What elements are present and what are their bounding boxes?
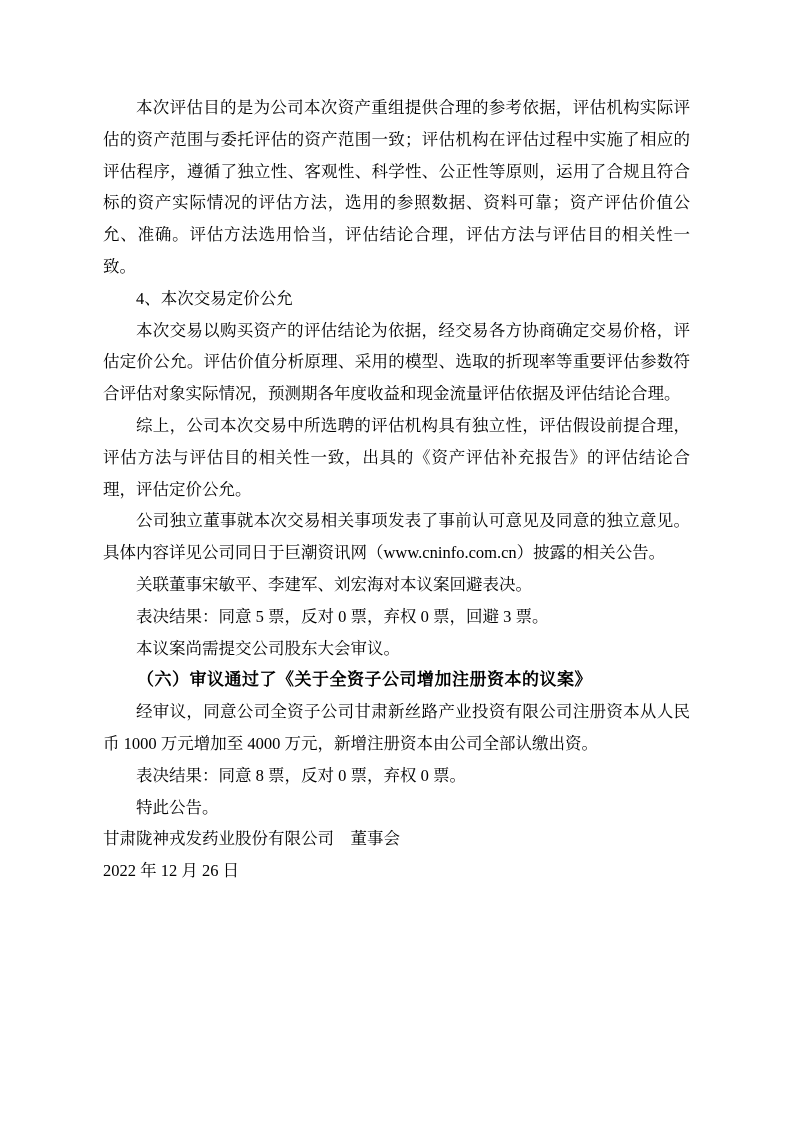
section-heading-six: （六）审议通过了《关于全资子公司增加注册资本的议案》 [137,670,592,690]
para-vote-result-item-six: 表决结果：同意 8 票，反对 0 票，弃权 0 票。 [136,765,466,785]
para-capital-increase: 经审议，同意公司全资子公司甘肃新丝路产业投资有限公司注册资本从人民币 1000 万元增加至 4000 万元，新增注册资本由公司全部认缴出资。 [103,702,690,753]
para-submit-to-shareholders: 本议案尚需提交公司股东大会审议。 [136,638,400,658]
subsection-title-pricing-fair: 4、本次交易定价公允 [136,288,293,308]
para-summary-conclusion: 综上，公司本次交易中所选聘的评估机构具有独立性，评估假设前提合理，评估方法与评估目的相关性一致，出具的《资产评估补充报告》的评估结论合理，评估定价公允。 [103,415,690,499]
para-independent-directors-opinion: 公司独立董事就本次交易相关事项发表了事前认可意见及同意的独立意见。具体内容详见公司同日于巨潮资讯网（www.cninfo.com.cn）披露的相关公告。 [103,511,690,563]
para-related-directors-abstain: 关联董事宋敏平、李建军、刘宏海对本议案回避表决。 [136,574,532,594]
signature-date: 2022 年 12 月 26 日 [103,861,240,881]
signature-company: 甘肃陇神戎发药业股份有限公司 董事会 [103,829,400,849]
para-transaction-pricing: 本次交易以购买资产的评估结论为依据，经交易各方协商确定交易价格，评估定价公允。评估价值分析原理、采用的模型、选取的折现率等重要评估参数符合评估对象实际情况，预测期各年度收益和现金流量评估依据及评估结论合理。 [103,320,690,404]
para-announcement-closing: 特此公告。 [136,797,219,817]
para-evaluation-purpose: 本次评估目的是为公司本次资产重组提供合理的参考依据，评估机构实际评估的资产范围与委托评估的资产范围一致；评估机构在评估过程中实施了相应的评估程序，遵循了独立性、客观性、科学性、公正性等原则，运用了合规且符合标的资产实际情况的评估方法，选用的参照数据、资料可靠；资产评估价值公允、准确。评估方法选用恰当，评估结论合理，评估方法与评估目的相关性一致。 [103,98,690,276]
para-vote-result-item-five: 表决结果：同意 5 票，反对 0 票，弃权 0 票，回避 3 票。 [136,606,549,626]
